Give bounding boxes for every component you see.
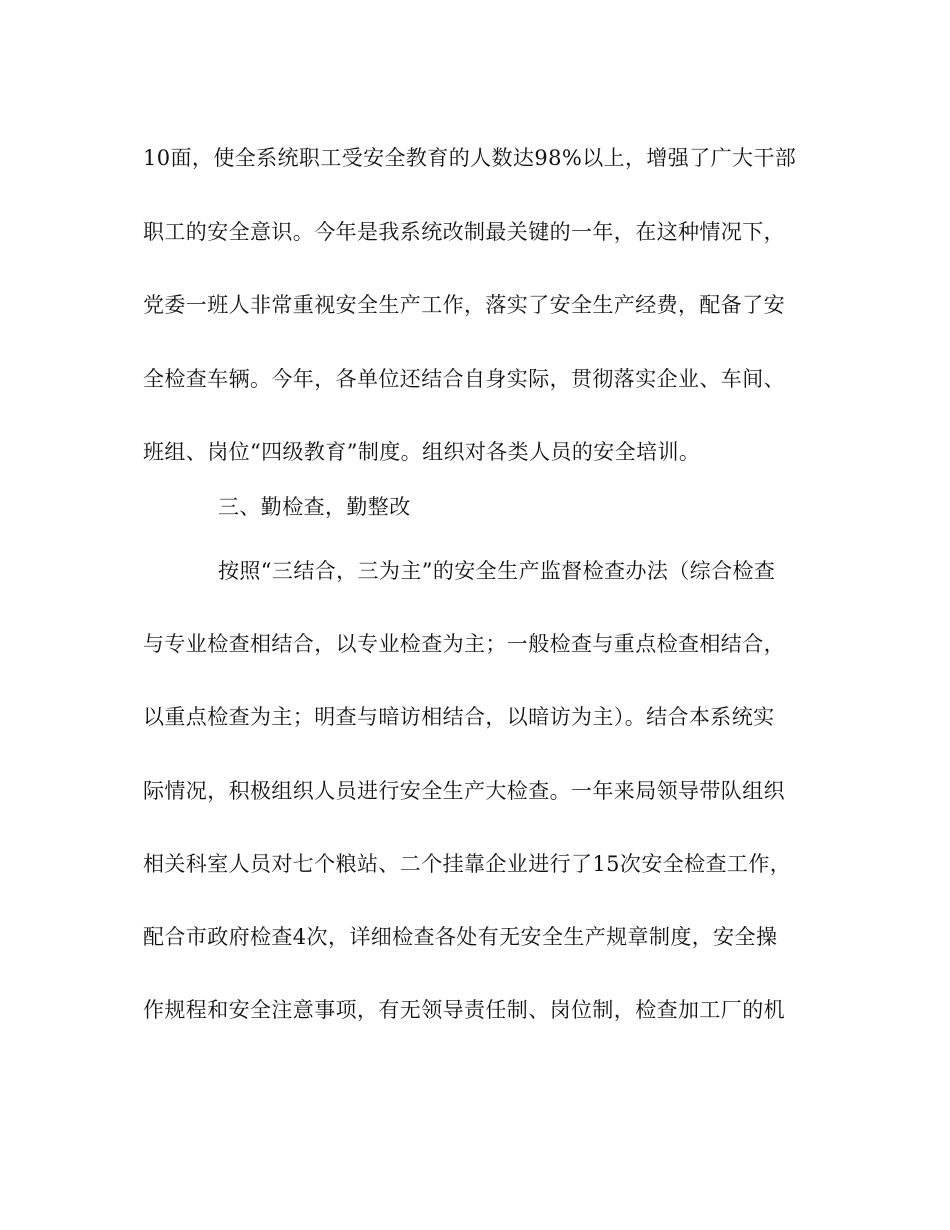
section-heading: 三、勤检查，勤整改 [218, 495, 411, 519]
body-text-line: 配合市政府检查4次，详细检查各处有无安全生产规章制度，安全操 [143, 925, 778, 949]
body-text-line: 以重点检查为主；明查与暗访相结合，以暗访为主）。结合本系统实 [143, 705, 775, 729]
body-text-line: 与专业检查相结合，以专业检查为主；一般检查与重点检查相结合， [143, 632, 785, 656]
body-text-line: 职工的安全意识。今年是我系统改制最关键的一年，在这种情况下， [143, 220, 785, 244]
body-text-line: 全检查车辆。今年，各单位还结合自身实际，贯彻落实企业、车间、 [143, 367, 785, 391]
body-text-line: 10面，使全系统职工受安全教育的人数达98%以上，增强了广大干部 [143, 146, 797, 170]
body-text-line: 班组、岗位“四级教育”制度。组织对各类人员的安全培训。 [143, 440, 701, 464]
body-text-line: 作规程和安全注意事项，有无领导责任制、岗位制，检查加工厂的机 [143, 998, 785, 1022]
body-text-line: 相关科室人员对七个粮站、二个挂靠企业进行了15次安全检查工作， [143, 852, 792, 876]
body-text-line: 按照“三结合，三为主”的安全生产监督检查办法（综合检查 [218, 559, 776, 583]
body-text-line: 党委一班人非常重视安全生产工作，落实了安全生产经费，配备了安 [143, 293, 785, 317]
body-text-line: 际情况，积极组织人员进行安全生产大检查。一年来局领导带队组织 [143, 779, 785, 803]
